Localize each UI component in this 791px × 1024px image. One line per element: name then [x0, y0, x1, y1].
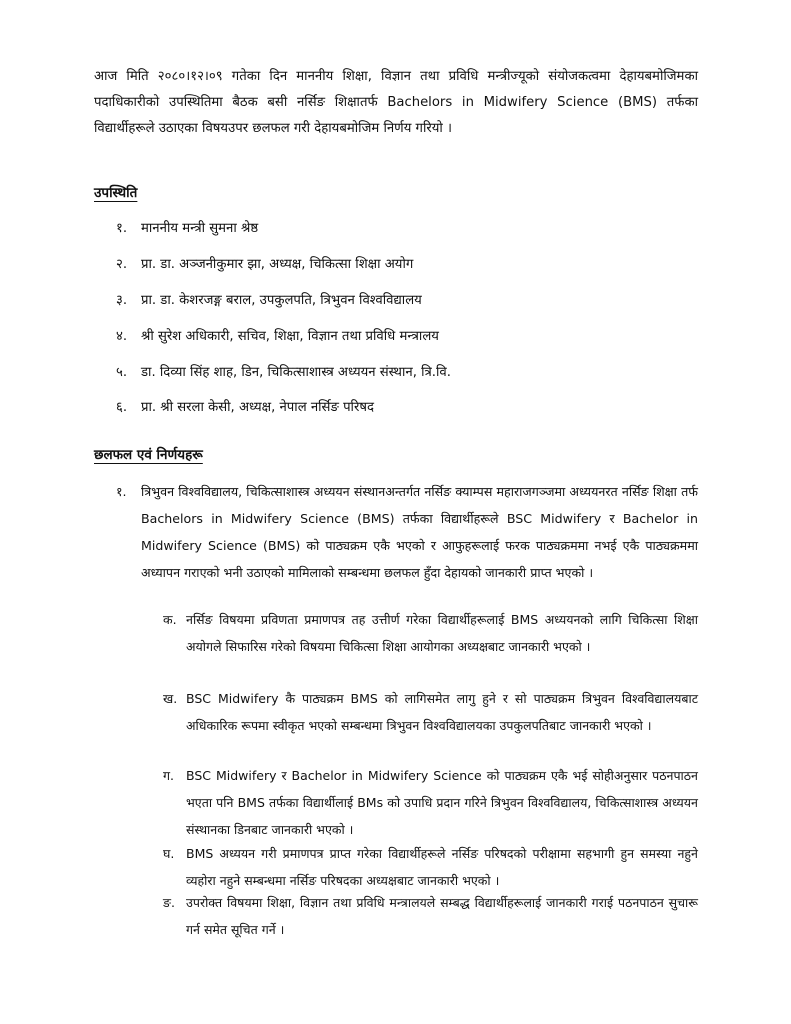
sub-item [163, 606, 698, 660]
attendee-item [116, 398, 374, 418]
attendee-text: डा. दिव्या सिंह शाह, डिन, चिकित्साशास्त्र अध्ययन संस्थान, त्रि.वि. [141, 365, 451, 380]
sub-item [163, 685, 698, 739]
attendance-heading: उपस्थिति [94, 185, 138, 201]
attendee-item [116, 363, 451, 383]
attendee-text: माननीय मन्त्री सुमना श्रेष्ठ [141, 221, 259, 236]
attendee-text: श्री सुरेश अधिकारी, सचिव, शिक्षा, विज्ञान तथा प्रविधि मन्त्रालय [141, 329, 439, 344]
attendee-number: ५. [116, 365, 128, 380]
decision-text: त्रिभुवन विश्वविद्यालय, चिकित्साशास्त्र अध्ययन संस्थानअन्तर्गत नर्सिङ क्याम्पस महाराजगञ्जमा अध्ययनरत नर्सिङ शिक्षा तर्फ Bachelors in Midwifery Science (BMS) तर्फका विद्यार्थीहरूले BSC Midwifery र Bachelor in Midwifery Science (BMS) को पाठ्यक्रम एकै भएको र आफुहरूलाई फरक पाठ्यक्रममा नभई एकै पाठ्यक्रममा अध्यापन गराएको भनी उठाएको मामिलाको सम्बन्धमा छलफल हुँदा देहायको जानकारी प्राप्त भएको । [141, 484, 698, 580]
attendee-item [116, 255, 413, 275]
sub-item [163, 762, 698, 843]
intro-paragraph: आज मिति २०८०।१२।०९ गतेका दिन माननीय शिक्षा, विज्ञान तथा प्रविधि मन्त्रीज्यूको संयोजकत्वमा देहायबमोजिमका पदाधिकारीको उपस्थितिमा बैठक बसी नर्सिङ शिक्षातर्फ Bachelors in Midwifery Science (BMS) तर्फका विद्यार्थीहरूले उठाएका विषयउपर छलफल गरी देहायबमोजिम निर्णय गरियो । [94, 69, 698, 136]
attendee-number: ३. [116, 293, 128, 308]
attendee-item [116, 291, 422, 311]
attendee-text: प्रा. श्री सरला केसी, अध्यक्ष, नेपाल नर्सिङ परिषद [141, 400, 374, 415]
sub-item [163, 840, 698, 894]
sub-item-text: उपरोक्त विषयमा शिक्षा, विज्ञान तथा प्रविधि मन्त्रालयले सम्बद्ध विद्यार्थीहरूलाई जानकारी गराई पठनपाठन सुचारू गर्न समेत सूचित गर्ने । [186, 895, 698, 937]
decisions-heading: छलफल एवं निर्णयहरू [94, 447, 203, 463]
sub-item-letter: ग. [163, 768, 175, 783]
attendee-number: ६. [116, 400, 128, 415]
attendee-text: प्रा. डा. केशरजङ्ग बराल, उपकुलपति, त्रिभुवन विश्वविद्यालय [141, 293, 422, 308]
sub-item-letter: घ. [163, 846, 175, 861]
sub-item-text: BSC Midwifery र Bachelor in Midwifery Science को पाठ्यक्रम एकै भई सोहीअनुसार पठनपाठन भएता पनि BMS तर्फका विद्यार्थीलाई BMs को उपाधि प्रदान गरिने त्रिभुवन विश्वविद्यालय, चिकित्साशास्त्र अध्ययन संस्थानका डिनबाट जानकारी भएको । [186, 768, 698, 837]
sub-item [163, 889, 698, 943]
sub-item-text: BSC Midwifery कै पाठ्यक्रम BMS को लागिसमेत लागु हुने र सो पाठ्यक्रम त्रिभुवन विश्वविद्यालयबाट अधिकारिक रूपमा स्वीकृत भएको सम्बन्धमा त्रिभुवन विश्वविद्यालयका उपकुलपतिबाट जानकारी भएको । [186, 691, 698, 733]
sub-item-letter: ङ. [163, 895, 175, 910]
attendee-text: प्रा. डा. अञ्जनीकुमार झा, अध्यक्ष, चिकित्सा शिक्षा अयोग [141, 257, 414, 272]
attendee-item [116, 327, 439, 347]
decision-item [116, 478, 698, 586]
sub-item-text: BMS अध्ययन गरी प्रमाणपत्र प्राप्त गरेका विद्यार्थीहरूले नर्सिङ परिषदको परीक्षामा सहभागी हुन समस्या नहुने व्यहोरा नहुने सम्बन्धमा नर्सिङ परिषदका अध्यक्षबाट जानकारी भएको । [186, 846, 698, 888]
sub-item-text: नर्सिङ विषयमा प्रविणता प्रमाणपत्र तह उत्तीर्ण गरेका विद्यार्थीहरूलाई BMS अध्ययनको लागि चिकित्सा शिक्षा अयोगले सिफारिस गरेको विषयमा चिकित्सा शिक्षा आयोगका अध्यक्षबाट जानकारी भएको । [186, 612, 698, 654]
sub-item-letter: ख. [163, 691, 178, 706]
attendee-item [116, 219, 258, 239]
sub-item-letter: क. [163, 612, 177, 627]
decision-number: १. [116, 484, 127, 499]
attendee-number: १. [116, 221, 128, 236]
attendee-number: ४. [116, 329, 128, 344]
attendee-number: २. [116, 257, 128, 272]
